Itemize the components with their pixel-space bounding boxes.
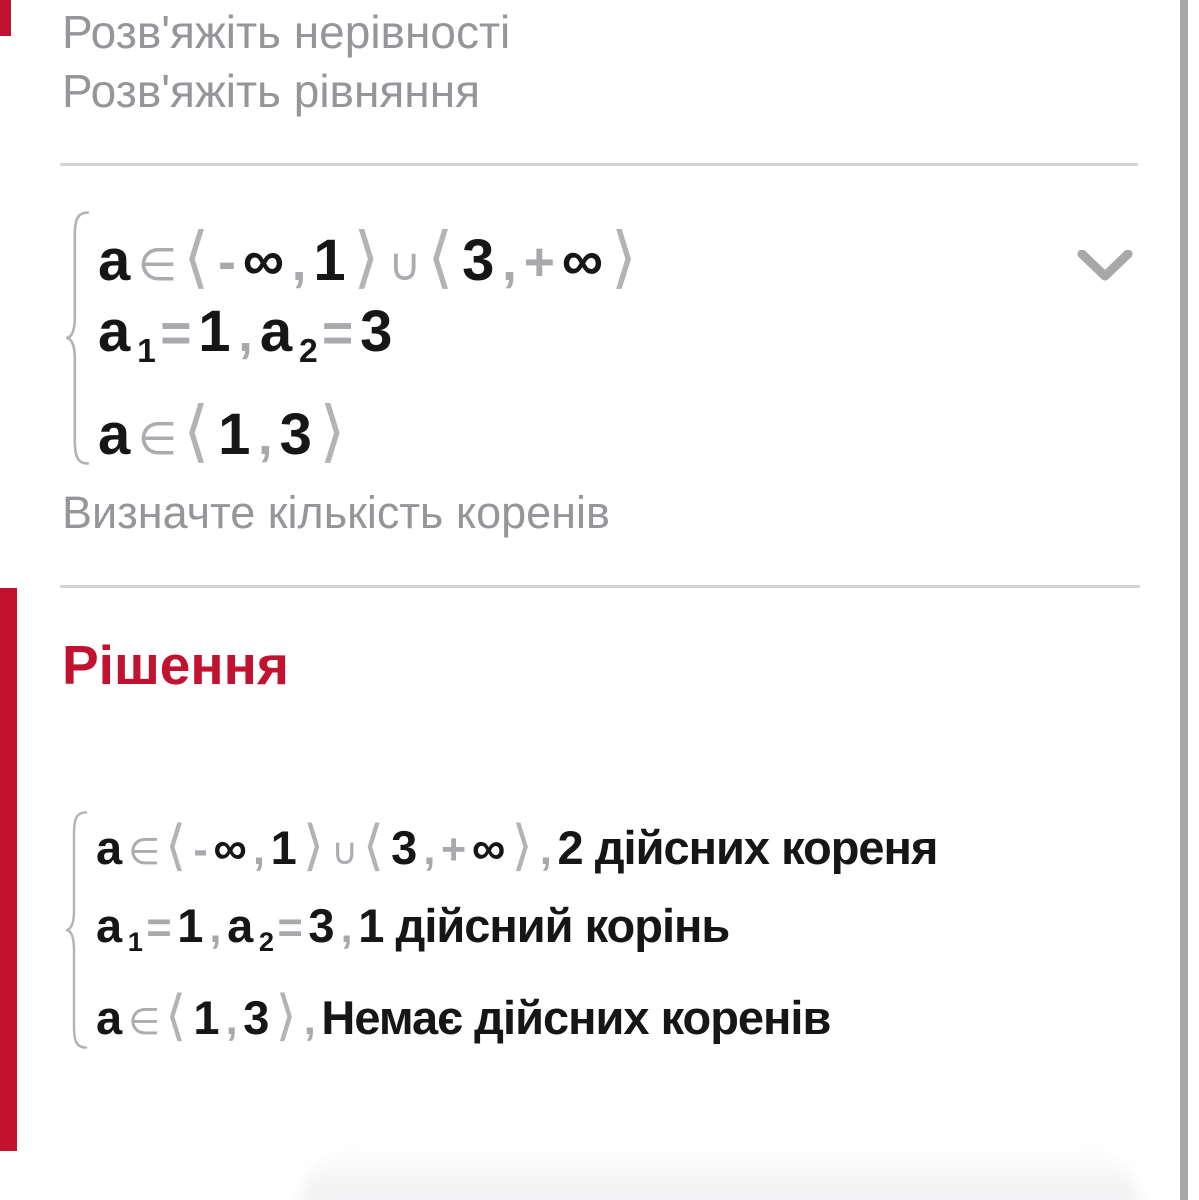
math-token: ⟩ — [275, 985, 297, 1046]
math-token: 1 — [218, 402, 251, 467]
problem-type-line1: Розв'яжіть нерівності — [62, 6, 511, 58]
math-token: , — [209, 904, 222, 952]
problem-header — [62, 3, 510, 121]
solution-line-1 — [96, 815, 943, 876]
divider-solution — [60, 585, 1140, 588]
math-token: 1 — [137, 333, 156, 371]
math-token: ⟩ — [302, 815, 325, 876]
math-token: ∈ — [137, 239, 178, 290]
system-brace-icon — [64, 210, 90, 466]
bottom-sheet-shadow — [300, 1145, 1140, 1200]
math-token: ⟨ — [164, 985, 187, 1046]
math-token: , — [225, 996, 238, 1044]
math-token: - — [218, 233, 236, 292]
math-token: ⟩ — [610, 220, 637, 295]
solution-line-2 — [96, 900, 735, 958]
math-token: = — [146, 904, 172, 952]
math-token: ∞ — [471, 821, 506, 874]
math-token: a — [96, 991, 123, 1044]
math-token: ∈ — [137, 413, 178, 464]
math-token: 1 — [193, 991, 220, 1044]
math-token: ∞ — [213, 821, 247, 874]
math-token: 1 — [177, 899, 204, 952]
math-token: 1 дійсний корінь — [358, 899, 730, 952]
math-token: 3 — [391, 821, 418, 874]
math-token: a — [98, 402, 131, 467]
math-token: ∈ — [128, 1001, 161, 1042]
math-token: Немає дійсних коренів — [321, 991, 831, 1044]
math-token: 1 — [127, 925, 143, 957]
math-token: a — [98, 228, 131, 293]
problem-line-1 — [98, 220, 646, 295]
math-token: a — [227, 899, 254, 952]
math-token: 3 — [360, 299, 393, 364]
math-token: 3 — [462, 228, 495, 293]
math-token: ⟨ — [164, 815, 187, 876]
math-token: 3 — [243, 991, 270, 1044]
problem-line-3 — [98, 394, 354, 469]
section-bar-fragment — [0, 0, 11, 36]
math-token: 3 — [279, 402, 312, 467]
math-token: 1 — [313, 228, 346, 293]
problem-type-line2: Розв'яжіть рівняння — [62, 65, 481, 117]
math-token: 2 дійсних кореня — [557, 821, 938, 874]
solution-line-3 — [96, 985, 837, 1046]
math-token: = — [322, 304, 354, 363]
math-token: , — [291, 233, 307, 292]
math-token: a — [96, 821, 123, 874]
math-token: , — [539, 826, 552, 874]
math-token: ∈ — [128, 831, 161, 872]
problem-line-2 — [98, 300, 400, 371]
math-token: ∪ — [388, 239, 422, 290]
divider-top — [60, 163, 1138, 166]
math-token: , — [423, 826, 436, 874]
math-token: , — [340, 904, 353, 952]
math-token: ∞ — [561, 228, 604, 293]
math-token: a — [96, 899, 123, 952]
math-token: 2 — [258, 925, 275, 957]
math-token: , — [303, 996, 316, 1044]
problem-caption: Визначте кількість коренів — [62, 487, 610, 538]
math-token: ⟨ — [183, 220, 210, 295]
math-token: - — [193, 826, 208, 874]
solution-section-bar — [0, 588, 17, 1151]
math-token: ∞ — [242, 228, 285, 293]
math-token: + — [441, 826, 467, 874]
math-token: a — [98, 299, 131, 364]
math-token: 2 — [298, 333, 318, 371]
math-token: 1 — [270, 821, 297, 874]
math-token: , — [257, 407, 273, 466]
math-token: 3 — [308, 899, 335, 952]
math-token: , — [238, 304, 253, 363]
math-token: , — [252, 826, 265, 874]
scrollbar[interactable] — [1180, 0, 1188, 1200]
math-token: ⟨ — [427, 220, 454, 295]
math-token: a — [259, 299, 293, 364]
system-brace-icon — [64, 810, 88, 1050]
math-token: ⟩ — [511, 815, 533, 876]
math-token: = — [160, 304, 192, 363]
math-token: 1 — [198, 299, 231, 364]
math-token: = — [277, 904, 303, 952]
chevron-down-icon[interactable] — [1077, 250, 1133, 282]
math-token: ⟨ — [183, 394, 210, 469]
solution-heading: Рішення — [62, 634, 289, 696]
math-token: ∪ — [331, 831, 359, 872]
math-token: ⟩ — [319, 394, 346, 469]
math-token: ⟩ — [353, 220, 380, 295]
math-token: , — [501, 233, 517, 292]
math-token: ⟨ — [362, 815, 385, 876]
math-token: + — [523, 233, 555, 292]
